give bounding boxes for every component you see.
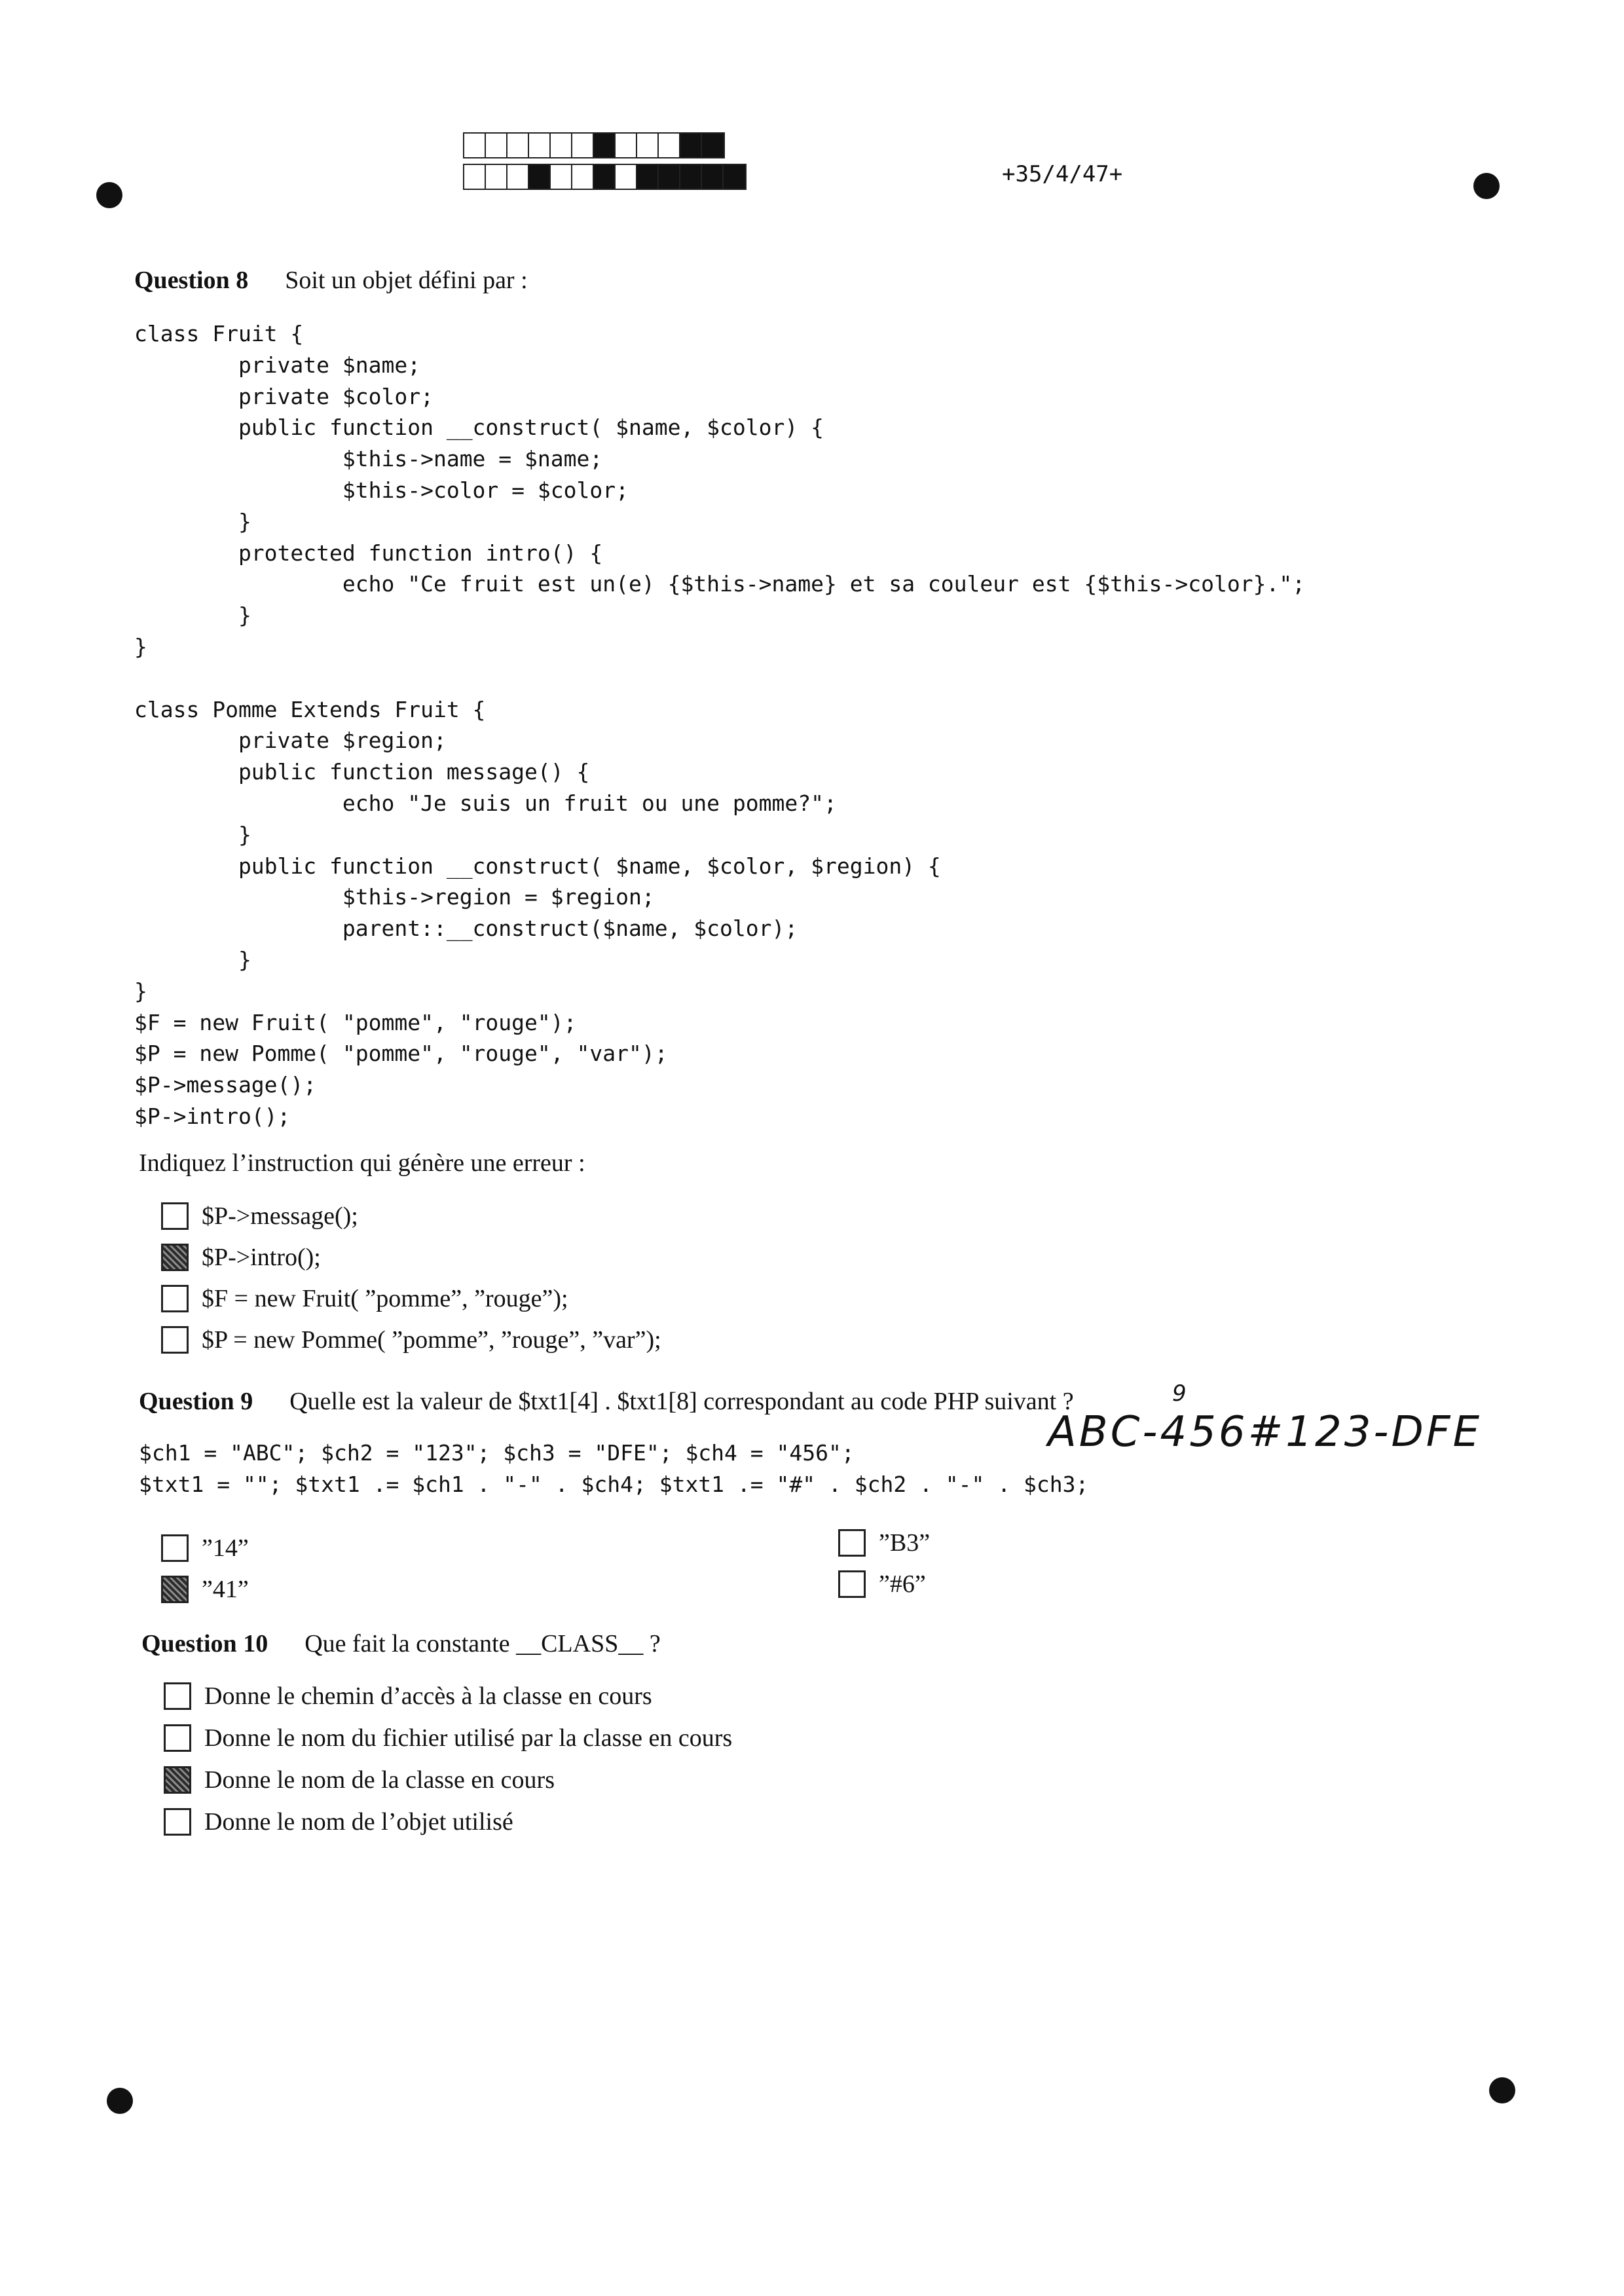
corner-dot-top-right (1473, 173, 1500, 199)
checkbox[interactable] (164, 1808, 191, 1836)
id-grid-cell (659, 134, 680, 157)
question-9-code: $ch1 = "ABC"; $ch2 = "123"; $ch3 = "DFE"; $ch4 = "456"; $txt1 = ""; $txt1 .= $ch1 . "-" . $ch4; $txt1 .= "#" . $ch2 . "-" . $ch3; (139, 1440, 1089, 1497)
question-9-header (139, 1387, 1074, 1416)
checkbox[interactable] (838, 1529, 866, 1557)
checkbox[interactable] (838, 1570, 866, 1598)
id-grid-cell (486, 165, 507, 189)
answer-option[interactable] (164, 1766, 555, 1794)
id-grid-bottom (463, 164, 747, 190)
option-label: ”14” (202, 1534, 249, 1562)
id-grid-cell (464, 165, 486, 189)
id-grid-cell (680, 134, 702, 157)
id-grid-cell (507, 134, 529, 157)
id-grid-cell (724, 165, 745, 189)
id-grid-cell (680, 165, 702, 189)
id-grid-cell (702, 165, 724, 189)
option-label: ”41” (202, 1576, 249, 1603)
question-number: Question 8 (134, 267, 249, 294)
question-number: Question 10 (141, 1630, 268, 1657)
question-number: Question 9 (139, 1388, 253, 1415)
checkbox[interactable] (161, 1244, 189, 1271)
id-grid-cell (529, 165, 551, 189)
id-grid-cell (529, 134, 551, 157)
question-8-header (134, 266, 528, 295)
option-label: $P = new Pomme( ”pomme”, ”rouge”, ”var”); (202, 1326, 661, 1354)
question-10-header (141, 1629, 661, 1658)
answer-option[interactable] (164, 1724, 732, 1752)
id-grid-cell (572, 134, 594, 157)
handwritten-note-small: 9 (1172, 1380, 1187, 1407)
id-grid-cell (659, 165, 680, 189)
checkbox[interactable] (161, 1326, 189, 1354)
option-label: Donne le nom de l’objet utilisé (204, 1808, 513, 1836)
id-grid-cell (486, 134, 507, 157)
id-grid-cell (507, 165, 529, 189)
checkbox[interactable] (164, 1766, 191, 1794)
id-grid-top (463, 132, 725, 158)
option-label: Donne le nom du fichier utilisé par la classe en cours (204, 1724, 733, 1752)
corner-dot-bottom-left (107, 2088, 133, 2114)
answer-option[interactable] (161, 1284, 568, 1313)
question-text: Quelle est la valeur de $txt1[4] . $txt1[8] correspondant au code PHP suivant ? (289, 1388, 1074, 1415)
id-grid-cell (594, 134, 616, 157)
question-8-prompt: Indiquez l’instruction qui génère une erreur : (139, 1149, 585, 1177)
option-label: $P->message(); (202, 1202, 358, 1230)
checkbox[interactable] (164, 1682, 191, 1710)
answer-option[interactable] (164, 1807, 513, 1836)
id-grid-cell (594, 165, 616, 189)
corner-dot-bottom-right (1489, 2077, 1515, 2103)
id-grid-cell (616, 165, 637, 189)
id-grid-cell (702, 134, 724, 157)
answer-option[interactable] (161, 1325, 661, 1354)
answer-option[interactable] (164, 1682, 652, 1711)
id-grid-cell (616, 134, 637, 157)
question-8-code: class Fruit { private $name; private $color; public function __construct( $name, $color) { $this->name = $name; $this->color = $color; } protected function intro() { echo "Ce fruit est un(e) {$this->name} et sa couleur est {$this->color}."; } } class Pomme Extends Fruit { private $region; public function message() { echo "Je suis un fruit ou une pomme?"; } public function __construct( $name, $color, $region) { $this->region = $region; parent::__construct($name, $color); } } $F = new Fruit( "pomme", "rouge"); $P = new Pomme( "pomme", "rouge", "var"); $P->message(); $P->intro(); (134, 321, 1306, 1129)
option-label: ”#6” (879, 1570, 926, 1598)
handwritten-answer: ABC-456#123-DFE (1048, 1408, 1483, 1456)
option-label: $F = new Fruit( ”pomme”, ”rouge”); (202, 1285, 568, 1312)
checkbox[interactable] (164, 1724, 191, 1752)
checkbox[interactable] (161, 1202, 189, 1230)
answer-option[interactable] (161, 1202, 358, 1231)
question-text: Que fait la constante __CLASS__ ? (304, 1630, 661, 1657)
answer-option[interactable] (161, 1243, 321, 1272)
option-label: Donne le chemin d’accès à la classe en cours (204, 1682, 652, 1710)
corner-dot-top-left (96, 182, 122, 208)
checkbox[interactable] (161, 1576, 189, 1603)
id-grid-cell (551, 134, 572, 157)
answer-option[interactable] (838, 1570, 926, 1599)
id-grid-cell (637, 134, 659, 157)
answer-option[interactable] (161, 1575, 249, 1604)
id-grid-cell (572, 165, 594, 189)
option-label: Donne le nom de la classe en cours (204, 1766, 555, 1794)
answer-option[interactable] (838, 1528, 930, 1557)
checkbox[interactable] (161, 1534, 189, 1562)
option-label: $P->intro(); (202, 1244, 321, 1271)
id-grid-cell (637, 165, 659, 189)
answer-option[interactable] (161, 1534, 249, 1563)
page-id: +35/4/47+ (1002, 161, 1123, 187)
id-grid-cell (464, 134, 486, 157)
id-grid-cell (551, 165, 572, 189)
question-text: Soit un objet défini par : (285, 267, 528, 294)
option-label: ”B3” (879, 1529, 931, 1557)
checkbox[interactable] (161, 1285, 189, 1312)
